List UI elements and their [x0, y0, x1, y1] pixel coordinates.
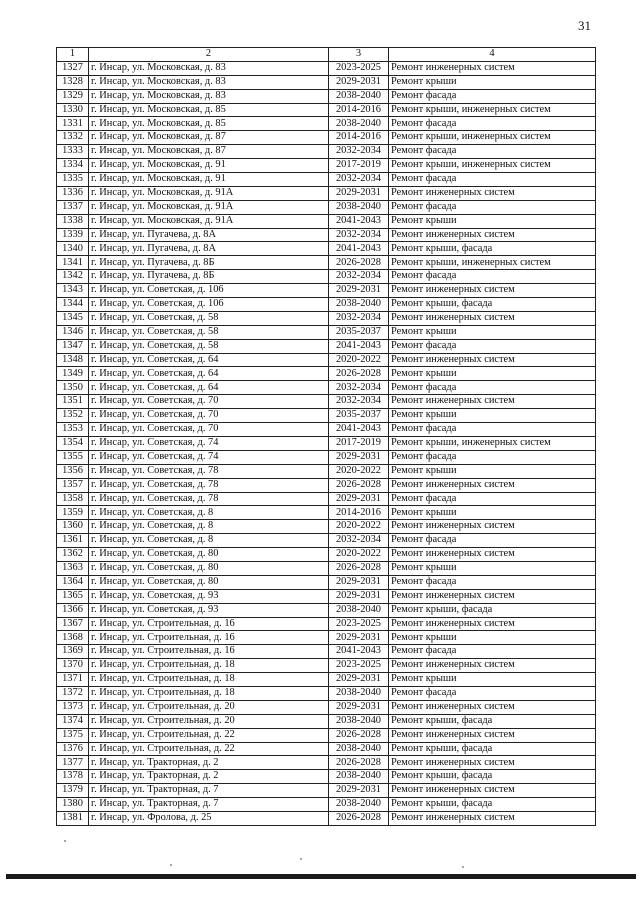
cell-work-type: Ремонт инженерных систем: [389, 700, 596, 714]
cell-address: г. Инсар, ул. Тракторная, д. 7: [89, 784, 329, 798]
cell-address: г. Инсар, ул. Тракторная, д. 2: [89, 756, 329, 770]
table-row: [57, 339, 596, 353]
cell-period: 2023-2025: [329, 617, 389, 631]
table-row: [57, 200, 596, 214]
table-row: [57, 728, 596, 742]
cell-number: 1336: [57, 186, 89, 200]
cell-period: 2038-2040: [329, 603, 389, 617]
cell-work-type: Ремонт крыши, инженерных систем: [389, 103, 596, 117]
table-header-row: [57, 48, 596, 62]
cell-number: 1341: [57, 256, 89, 270]
cell-work-type: Ремонт фасада: [389, 423, 596, 437]
column-header-number: 1: [57, 48, 89, 62]
cell-number: 1361: [57, 534, 89, 548]
cell-number: 1355: [57, 450, 89, 464]
cell-period: 2020-2022: [329, 464, 389, 478]
table-row: [57, 311, 596, 325]
cell-work-type: Ремонт инженерных систем: [389, 756, 596, 770]
table-row: [57, 353, 596, 367]
scan-speck: [300, 858, 302, 860]
cell-work-type: Ремонт инженерных систем: [389, 589, 596, 603]
cell-period: 2038-2040: [329, 200, 389, 214]
cell-address: г. Инсар, ул. Советская, д. 93: [89, 589, 329, 603]
cell-number: 1365: [57, 589, 89, 603]
cell-number: 1367: [57, 617, 89, 631]
table-row: [57, 381, 596, 395]
cell-period: 2032-2034: [329, 145, 389, 159]
cell-address: г. Инсар, ул. Московская, д. 91А: [89, 186, 329, 200]
cell-address: г. Инсар, ул. Советская, д. 8: [89, 520, 329, 534]
cell-address: г. Инсар, ул. Советская, д. 78: [89, 492, 329, 506]
cell-work-type: Ремонт крыши: [389, 561, 596, 575]
cell-number: 1350: [57, 381, 89, 395]
scan-speck: [170, 864, 172, 866]
cell-period: 2029-2031: [329, 492, 389, 506]
cell-work-type: Ремонт крыши: [389, 214, 596, 228]
cell-address: г. Инсар, ул. Пугачева, д. 8Б: [89, 256, 329, 270]
cell-period: 2023-2025: [329, 61, 389, 75]
cell-period: 2032-2034: [329, 534, 389, 548]
cell-address: г. Инсар, ул. Советская, д. 64: [89, 353, 329, 367]
column-header-address: 2: [89, 48, 329, 62]
cell-address: г. Инсар, ул. Советская, д. 74: [89, 450, 329, 464]
cell-work-type: Ремонт инженерных систем: [389, 659, 596, 673]
cell-number: 1343: [57, 284, 89, 298]
table-row: [57, 659, 596, 673]
table-row: [57, 298, 596, 312]
cell-work-type: Ремонт инженерных систем: [389, 284, 596, 298]
cell-work-type: Ремонт инженерных систем: [389, 784, 596, 798]
cell-period: 2026-2028: [329, 728, 389, 742]
cell-period: 2029-2031: [329, 673, 389, 687]
cell-work-type: Ремонт фасада: [389, 270, 596, 284]
cell-work-type: Ремонт крыши: [389, 673, 596, 687]
cell-address: г. Инсар, ул. Строительная, д. 18: [89, 673, 329, 687]
cell-address: г. Инсар, ул. Строительная, д. 16: [89, 631, 329, 645]
cell-number: 1378: [57, 770, 89, 784]
cell-number: 1330: [57, 103, 89, 117]
cell-period: 2032-2034: [329, 311, 389, 325]
cell-period: 2038-2040: [329, 117, 389, 131]
capital-repair-table: [56, 47, 596, 826]
table-row: [57, 242, 596, 256]
cell-number: 1338: [57, 214, 89, 228]
cell-period: 2041-2043: [329, 242, 389, 256]
cell-address: г. Инсар, ул. Советская, д. 93: [89, 603, 329, 617]
cell-period: 2026-2028: [329, 367, 389, 381]
cell-work-type: Ремонт фасада: [389, 339, 596, 353]
cell-period: 2029-2031: [329, 450, 389, 464]
cell-work-type: Ремонт фасада: [389, 645, 596, 659]
cell-number: 1374: [57, 714, 89, 728]
cell-work-type: Ремонт фасада: [389, 534, 596, 548]
cell-period: 2032-2034: [329, 270, 389, 284]
table-row: [57, 436, 596, 450]
table-row: [57, 603, 596, 617]
cell-work-type: Ремонт крыши: [389, 464, 596, 478]
cell-period: 2038-2040: [329, 714, 389, 728]
cell-address: г. Инсар, ул. Советская, д. 78: [89, 464, 329, 478]
table-row: [57, 89, 596, 103]
table-row: [57, 61, 596, 75]
cell-period: 2029-2031: [329, 284, 389, 298]
cell-work-type: Ремонт фасада: [389, 575, 596, 589]
cell-number: 1377: [57, 756, 89, 770]
cell-period: 2020-2022: [329, 520, 389, 534]
cell-work-type: Ремонт крыши, фасада: [389, 742, 596, 756]
cell-period: 2020-2022: [329, 548, 389, 562]
cell-period: 2026-2028: [329, 478, 389, 492]
cell-period: 2026-2028: [329, 756, 389, 770]
cell-work-type: Ремонт фасада: [389, 450, 596, 464]
cell-work-type: Ремонт инженерных систем: [389, 186, 596, 200]
cell-work-type: Ремонт крыши, инженерных систем: [389, 256, 596, 270]
cell-address: г. Инсар, ул. Московская, д. 91: [89, 173, 329, 187]
cell-address: г. Инсар, ул. Советская, д. 58: [89, 339, 329, 353]
cell-period: 2029-2031: [329, 784, 389, 798]
cell-address: г. Инсар, ул. Московская, д. 87: [89, 145, 329, 159]
cell-number: 1358: [57, 492, 89, 506]
cell-period: 2038-2040: [329, 770, 389, 784]
cell-number: 1359: [57, 506, 89, 520]
table-row: [57, 464, 596, 478]
cell-period: 2029-2031: [329, 186, 389, 200]
cell-address: г. Инсар, ул. Советская, д. 64: [89, 381, 329, 395]
cell-number: 1334: [57, 159, 89, 173]
table-row: [57, 589, 596, 603]
cell-address: г. Инсар, ул. Советская, д. 8: [89, 506, 329, 520]
footer-rule: [6, 874, 636, 879]
cell-work-type: Ремонт крыши, фасада: [389, 603, 596, 617]
cell-address: г. Инсар, ул. Московская, д. 91А: [89, 214, 329, 228]
cell-number: 1366: [57, 603, 89, 617]
cell-number: 1348: [57, 353, 89, 367]
cell-period: 2020-2022: [329, 353, 389, 367]
table-row: [57, 131, 596, 145]
cell-number: 1370: [57, 659, 89, 673]
table-row: [57, 395, 596, 409]
cell-work-type: Ремонт фасада: [389, 686, 596, 700]
cell-address: г. Инсар, ул. Строительная, д. 16: [89, 617, 329, 631]
cell-work-type: Ремонт инженерных систем: [389, 311, 596, 325]
cell-number: 1327: [57, 61, 89, 75]
cell-number: 1352: [57, 409, 89, 423]
table-row: [57, 811, 596, 825]
cell-work-type: Ремонт крыши, фасада: [389, 714, 596, 728]
cell-period: 2035-2037: [329, 409, 389, 423]
cell-period: 2038-2040: [329, 686, 389, 700]
table-row: [57, 367, 596, 381]
cell-period: 2041-2043: [329, 214, 389, 228]
table-row: [57, 784, 596, 798]
cell-period: 2038-2040: [329, 298, 389, 312]
cell-period: 2026-2028: [329, 561, 389, 575]
cell-number: 1360: [57, 520, 89, 534]
cell-number: 1329: [57, 89, 89, 103]
cell-address: г. Инсар, ул. Московская, д. 91: [89, 159, 329, 173]
cell-address: г. Инсар, ул. Советская, д. 80: [89, 548, 329, 562]
cell-number: 1345: [57, 311, 89, 325]
table-row: [57, 325, 596, 339]
cell-work-type: Ремонт крыши: [389, 409, 596, 423]
cell-address: г. Инсар, ул. Советская, д. 80: [89, 575, 329, 589]
table-row: [57, 673, 596, 687]
cell-address: г. Инсар, ул. Тракторная, д. 7: [89, 798, 329, 812]
cell-address: г. Инсар, ул. Строительная, д. 16: [89, 645, 329, 659]
cell-address: г. Инсар, ул. Строительная, д. 22: [89, 728, 329, 742]
cell-period: 2029-2031: [329, 75, 389, 89]
cell-number: 1347: [57, 339, 89, 353]
cell-address: г. Инсар, ул. Пугачева, д. 8Б: [89, 270, 329, 284]
cell-work-type: Ремонт инженерных систем: [389, 61, 596, 75]
table-row: [57, 214, 596, 228]
cell-address: г. Инсар, ул. Советская, д. 78: [89, 478, 329, 492]
cell-number: 1332: [57, 131, 89, 145]
cell-work-type: Ремонт крыши: [389, 75, 596, 89]
cell-address: г. Инсар, ул. Советская, д. 58: [89, 325, 329, 339]
table-row: [57, 645, 596, 659]
table-row: [57, 798, 596, 812]
cell-number: 1344: [57, 298, 89, 312]
table-row: [57, 548, 596, 562]
cell-address: г. Инсар, ул. Строительная, д. 18: [89, 686, 329, 700]
table-row: [57, 256, 596, 270]
cell-number: 1362: [57, 548, 89, 562]
cell-address: г. Инсар, ул. Московская, д. 85: [89, 117, 329, 131]
table-row: [57, 492, 596, 506]
cell-address: г. Инсар, ул. Строительная, д. 20: [89, 714, 329, 728]
cell-period: 2041-2043: [329, 339, 389, 353]
cell-work-type: Ремонт крыши, инженерных систем: [389, 159, 596, 173]
cell-number: 1353: [57, 423, 89, 437]
cell-address: г. Инсар, ул. Московская, д. 87: [89, 131, 329, 145]
cell-number: 1372: [57, 686, 89, 700]
cell-work-type: Ремонт фасада: [389, 117, 596, 131]
table-row: [57, 423, 596, 437]
cell-period: 2026-2028: [329, 256, 389, 270]
cell-work-type: Ремонт инженерных систем: [389, 548, 596, 562]
cell-work-type: Ремонт крыши: [389, 325, 596, 339]
cell-work-type: Ремонт фасада: [389, 173, 596, 187]
cell-address: г. Инсар, ул. Московская, д. 83: [89, 75, 329, 89]
cell-address: г. Инсар, ул. Советская, д. 80: [89, 561, 329, 575]
cell-number: 1381: [57, 811, 89, 825]
cell-number: 1342: [57, 270, 89, 284]
cell-work-type: Ремонт инженерных систем: [389, 617, 596, 631]
table-row: [57, 173, 596, 187]
cell-period: 2032-2034: [329, 228, 389, 242]
table-row: [57, 686, 596, 700]
cell-number: 1369: [57, 645, 89, 659]
cell-number: 1373: [57, 700, 89, 714]
cell-number: 1363: [57, 561, 89, 575]
cell-number: 1354: [57, 436, 89, 450]
cell-number: 1357: [57, 478, 89, 492]
cell-period: 2023-2025: [329, 659, 389, 673]
cell-address: г. Инсар, ул. Советская, д. 70: [89, 423, 329, 437]
table-body: [57, 61, 596, 825]
cell-address: г. Инсар, ул. Пугачева, д. 8А: [89, 228, 329, 242]
cell-number: 1328: [57, 75, 89, 89]
cell-work-type: Ремонт инженерных систем: [389, 520, 596, 534]
cell-work-type: Ремонт инженерных систем: [389, 228, 596, 242]
column-header-work-type: 4: [389, 48, 596, 62]
cell-work-type: Ремонт крыши, фасада: [389, 770, 596, 784]
cell-period: 2014-2016: [329, 103, 389, 117]
cell-period: 2029-2031: [329, 589, 389, 603]
cell-address: г. Инсар, ул. Тракторная, д. 2: [89, 770, 329, 784]
page-number: 31: [578, 18, 591, 33]
scan-speck: [462, 866, 464, 868]
cell-work-type: Ремонт фасада: [389, 381, 596, 395]
cell-number: 1351: [57, 395, 89, 409]
cell-work-type: Ремонт фасада: [389, 200, 596, 214]
cell-work-type: Ремонт крыши, инженерных систем: [389, 436, 596, 450]
cell-work-type: Ремонт крыши, фасада: [389, 242, 596, 256]
cell-number: 1376: [57, 742, 89, 756]
table-row: [57, 742, 596, 756]
cell-address: г. Инсар, ул. Московская, д. 85: [89, 103, 329, 117]
table-row: [57, 575, 596, 589]
cell-number: 1368: [57, 631, 89, 645]
cell-address: г. Инсар, ул. Московская, д. 83: [89, 61, 329, 75]
table-row: [57, 284, 596, 298]
table-row: [57, 159, 596, 173]
cell-work-type: Ремонт крыши: [389, 506, 596, 520]
cell-work-type: Ремонт крыши, фасада: [389, 798, 596, 812]
cell-number: 1333: [57, 145, 89, 159]
cell-period: 2017-2019: [329, 436, 389, 450]
cell-address: г. Инсар, ул. Строительная, д. 22: [89, 742, 329, 756]
cell-work-type: Ремонт инженерных систем: [389, 395, 596, 409]
cell-address: г. Инсар, ул. Советская, д. 70: [89, 409, 329, 423]
cell-period: 2026-2028: [329, 811, 389, 825]
cell-address: г. Инсар, ул. Пугачева, д. 8А: [89, 242, 329, 256]
cell-work-type: Ремонт инженерных систем: [389, 478, 596, 492]
cell-address: г. Инсар, ул. Строительная, д. 18: [89, 659, 329, 673]
cell-address: г. Инсар, ул. Фролова, д. 25: [89, 811, 329, 825]
cell-work-type: Ремонт фасада: [389, 492, 596, 506]
cell-period: 2029-2031: [329, 575, 389, 589]
cell-number: 1356: [57, 464, 89, 478]
cell-number: 1371: [57, 673, 89, 687]
cell-period: 2041-2043: [329, 423, 389, 437]
cell-number: 1339: [57, 228, 89, 242]
cell-address: г. Инсар, ул. Московская, д. 83: [89, 89, 329, 103]
table-row: [57, 103, 596, 117]
cell-number: 1346: [57, 325, 89, 339]
cell-work-type: Ремонт фасада: [389, 145, 596, 159]
cell-period: 2014-2016: [329, 131, 389, 145]
cell-address: г. Инсар, ул. Советская, д. 64: [89, 367, 329, 381]
cell-period: 2035-2037: [329, 325, 389, 339]
table-row: [57, 506, 596, 520]
cell-number: 1375: [57, 728, 89, 742]
table-row: [57, 617, 596, 631]
cell-work-type: Ремонт фасада: [389, 89, 596, 103]
table-row: [57, 117, 596, 131]
cell-address: г. Инсар, ул. Строительная, д. 20: [89, 700, 329, 714]
table-row: [57, 770, 596, 784]
cell-work-type: Ремонт крыши, фасада: [389, 298, 596, 312]
table-row: [57, 228, 596, 242]
table-row: [57, 714, 596, 728]
table-row: [57, 270, 596, 284]
cell-number: 1340: [57, 242, 89, 256]
cell-work-type: Ремонт инженерных систем: [389, 811, 596, 825]
scan-speck: [64, 840, 66, 842]
cell-period: 2038-2040: [329, 89, 389, 103]
cell-period: 2032-2034: [329, 395, 389, 409]
cell-address: г. Инсар, ул. Советская, д. 70: [89, 395, 329, 409]
table-row: [57, 700, 596, 714]
cell-number: 1379: [57, 784, 89, 798]
cell-period: 2029-2031: [329, 631, 389, 645]
table-row: [57, 409, 596, 423]
table-row: [57, 478, 596, 492]
cell-number: 1331: [57, 117, 89, 131]
table-row: [57, 756, 596, 770]
cell-address: г. Инсар, ул. Советская, д. 74: [89, 436, 329, 450]
cell-work-type: Ремонт крыши, инженерных систем: [389, 131, 596, 145]
cell-address: г. Инсар, ул. Московская, д. 91А: [89, 200, 329, 214]
cell-number: 1380: [57, 798, 89, 812]
table-row: [57, 520, 596, 534]
cell-work-type: Ремонт инженерных систем: [389, 353, 596, 367]
column-header-period: 3: [329, 48, 389, 62]
cell-period: 2038-2040: [329, 742, 389, 756]
cell-address: г. Инсар, ул. Советская, д. 58: [89, 311, 329, 325]
cell-address: г. Инсар, ул. Советская, д. 106: [89, 298, 329, 312]
cell-number: 1337: [57, 200, 89, 214]
table-row: [57, 186, 596, 200]
table-row: [57, 561, 596, 575]
table-row: [57, 75, 596, 89]
cell-number: 1335: [57, 173, 89, 187]
cell-period: 2041-2043: [329, 645, 389, 659]
cell-period: 2029-2031: [329, 700, 389, 714]
table-row: [57, 631, 596, 645]
cell-number: 1364: [57, 575, 89, 589]
table-row: [57, 450, 596, 464]
table-row: [57, 145, 596, 159]
cell-period: 2038-2040: [329, 798, 389, 812]
cell-period: 2014-2016: [329, 506, 389, 520]
cell-period: 2032-2034: [329, 173, 389, 187]
cell-period: 2032-2034: [329, 381, 389, 395]
cell-number: 1349: [57, 367, 89, 381]
cell-address: г. Инсар, ул. Советская, д. 8: [89, 534, 329, 548]
cell-period: 2017-2019: [329, 159, 389, 173]
cell-address: г. Инсар, ул. Советская, д. 106: [89, 284, 329, 298]
cell-work-type: Ремонт крыши: [389, 367, 596, 381]
cell-work-type: Ремонт крыши: [389, 631, 596, 645]
table-row: [57, 534, 596, 548]
cell-work-type: Ремонт инженерных систем: [389, 728, 596, 742]
